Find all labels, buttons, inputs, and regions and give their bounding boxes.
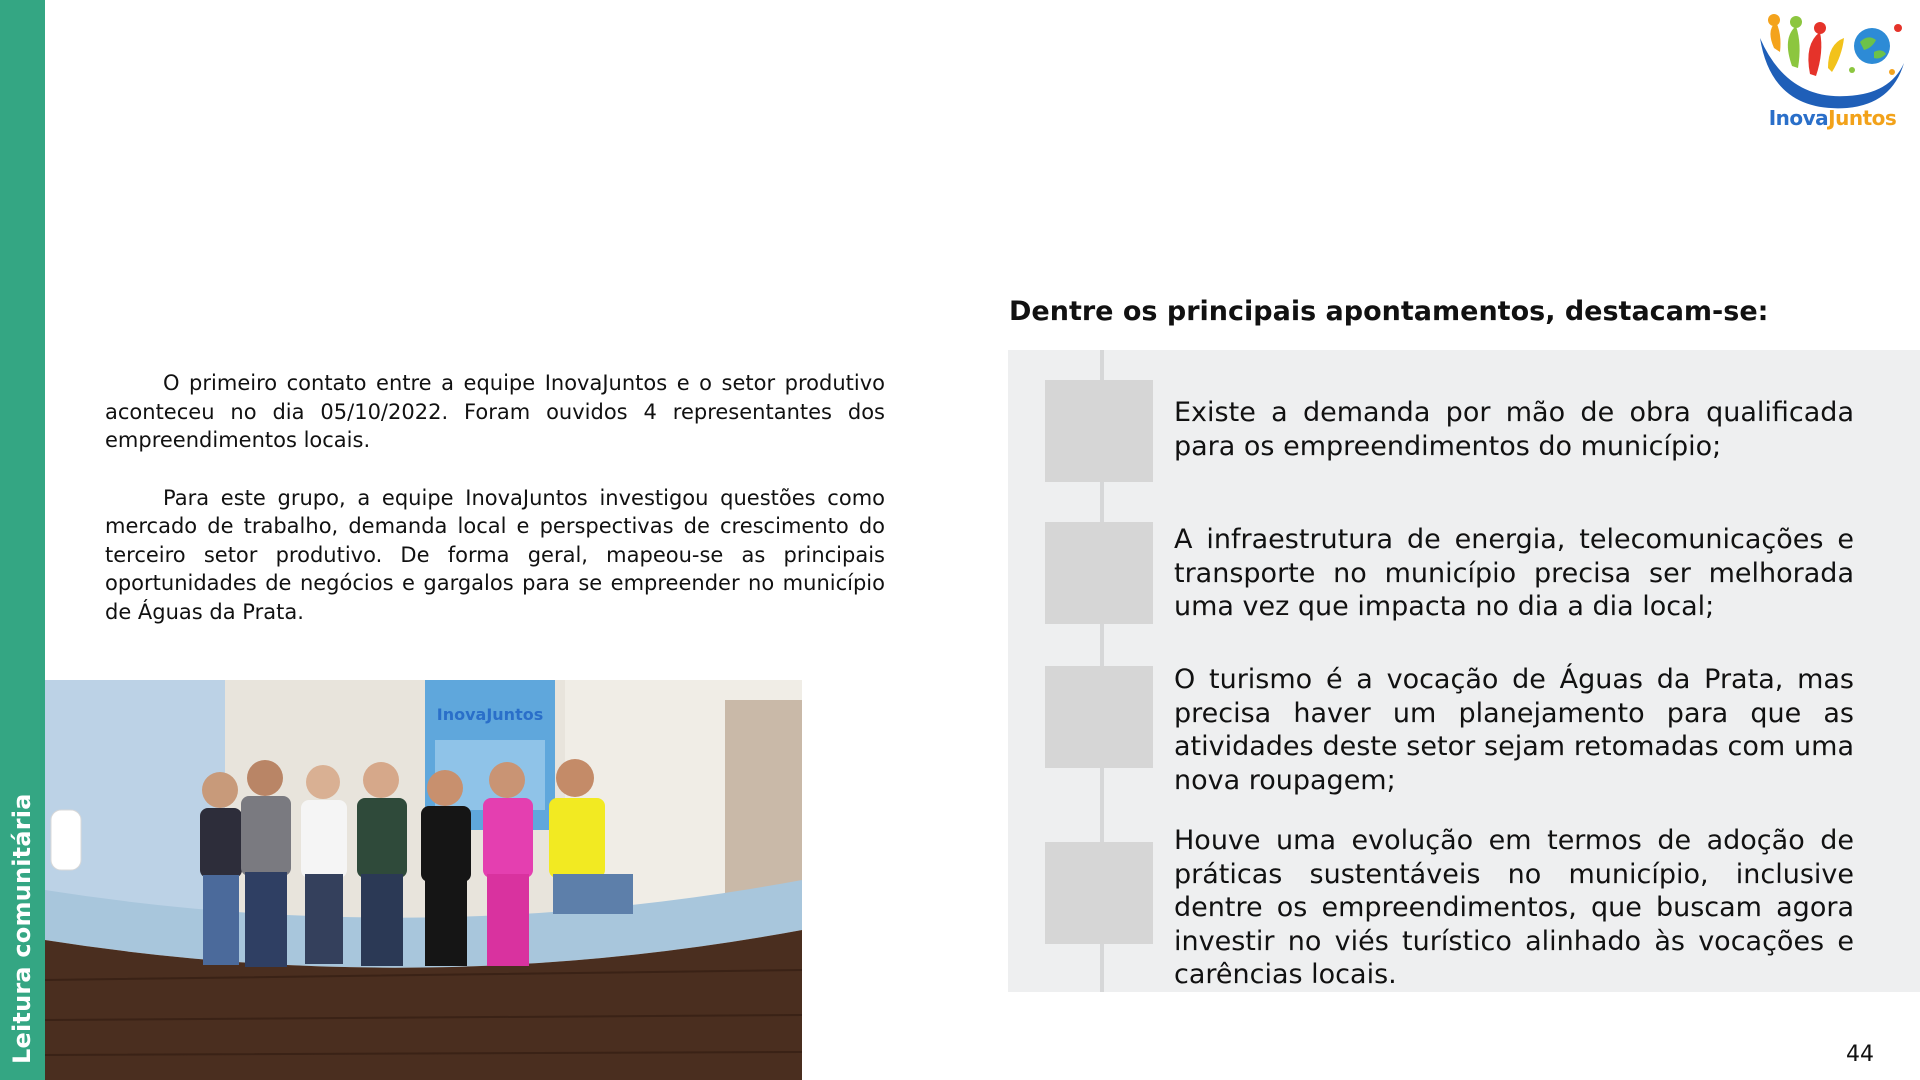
- highlight-item: O turismo é a vocação de Águas da Prata, mas precisa haver um planejamento para que as atividades deste setor sejam retomadas com uma nova roupagem;: [1174, 664, 1854, 796]
- section-sidebar: [0, 0, 45, 1080]
- highlights-panel: [1008, 350, 1920, 992]
- group-photo: [45, 680, 802, 1080]
- highlight-item: Existe a demanda por mão de obra qualificada para os empreendimentos do município;: [1174, 397, 1854, 462]
- bullet-square: [1045, 842, 1153, 944]
- logo-wordmark: InovaJuntos: [1768, 106, 1897, 130]
- intro-text: [105, 369, 885, 655]
- highlight-item: A infraestrutura de energia, telecomunicações e transporte no município precisa ser melhorada uma vez que impacta no dia a dia local;: [1174, 524, 1854, 622]
- highlights-title: Dentre os principais apontamentos, destacam-se:: [1009, 296, 1769, 327]
- bullet-square: [1045, 380, 1153, 482]
- intro-paragraph: Para este grupo, a equipe InovaJuntos investigou questões como mercado de trabalho, demanda local e perspectivas de crescimento do terceiro setor produtivo. De forma geral, mapeou-se as principais oportunidades de negócios e gargalos para se empreender no município de Águas da Prata.: [105, 485, 885, 624]
- banner-text: InovaJuntos: [436, 705, 544, 724]
- intro-paragraph: O primeiro contato entre a equipe InovaJuntos e o setor produtivo aconteceu no dia 05/10/2022. Foram ouvidos 4 representantes dos empreendimentos locais.: [105, 371, 885, 452]
- bullet-square: [1045, 522, 1153, 624]
- bullet-square: [1045, 666, 1153, 768]
- page-number: 44: [1846, 1042, 1874, 1067]
- section-label: Leitura comunitária: [8, 793, 36, 1064]
- highlight-item: Houve uma evolução em termos de adoção de práticas sustentáveis no município, inclusive dentre os empreendimentos, que buscam agora investir no viés turístico alinhado às vocações e carências locais.: [1174, 825, 1854, 990]
